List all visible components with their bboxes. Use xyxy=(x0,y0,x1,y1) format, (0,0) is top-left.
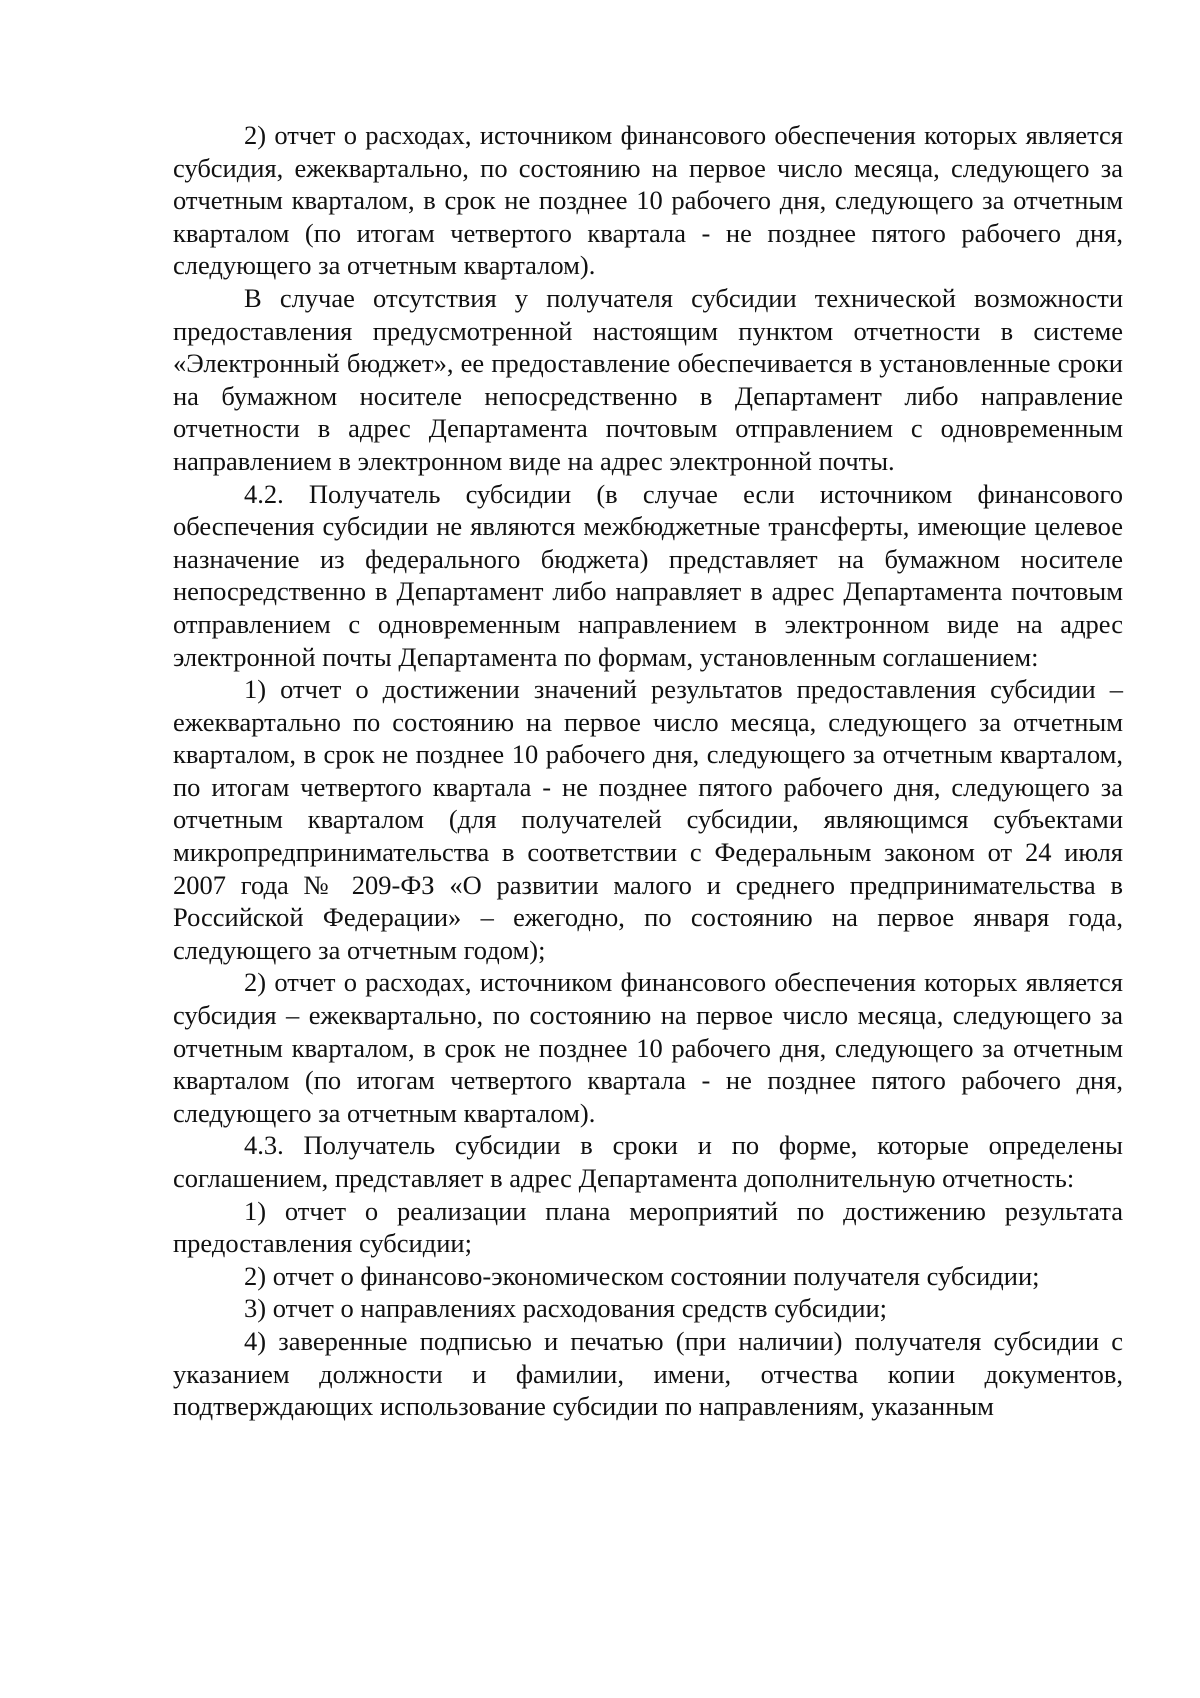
paragraph-4-3: 4.3. Получатель субсидии в сроки и по форме, которые определены соглашением, представляет в адрес Департамента дополнительную отчетность: xyxy=(173,1130,1123,1193)
paragraph-4-3-item-2: 2) отчет о финансово-экономическом состоянии получателя субсидии; xyxy=(244,1260,1040,1291)
paragraph-4-3-item-4: 4) заверенные подписью и печатью (при наличии) получателя субсидии с указанием должности и фамилии, имени, отчества копии документов, подтверждающих использование субсидии по направлениям, указанным xyxy=(173,1325,1123,1422)
paragraph-4-3-item-1: 1) отчет о реализации плана мероприятий по достижению результата предоставления субсидии; xyxy=(173,1195,1123,1259)
paragraph-no-technical-possibility: В случае отсутствия у получателя субсидии технической возможности предоставления предусмотренной настоящим пунктом отчетности в системе «Электронный бюджет», ее предоставление обеспечивается в установленные сроки на бумажном носителе непосредственно в Департамент либо направление отчетности в адрес Департамента почтовым отправлением с одновременным направлением в электронном виде на адрес электронной почты. xyxy=(173,282,1123,476)
paragraph-4-3-item-3: 3) отчет о направлениях расходования средств субсидии; xyxy=(244,1293,888,1324)
paragraph-report-expenses-quarterly: 2) отчет о расходах, источником финансового обеспечения которых является субсидия, ежеквартально, по состоянию на первое число месяца, следующего за отчетным кварталом, в срок не позднее 10 рабочего дня, следующего за отчетным кварталом (по итогам четвертого квартала - не позднее пятого рабочего дня, следующего за отчетным кварталом). xyxy=(173,120,1123,281)
paragraph-4-2: 4.2. Получатель субсидии (в случае если источником финансового обеспечения субсидии не являются межбюджетные трансферты, имеющие целевое назначение из федерального бюджета) представляет на бумажном носителе непосредственно в Департамент либо направляет в адрес Департамента почтовым отправлением с одновременным направлением в электронном виде на адрес электронной почты Департамента по формам, установленным соглашением: xyxy=(173,478,1123,672)
document-body xyxy=(173,119,1123,1423)
paragraph-4-2-item-1: 1) отчет о достижении значений результатов предоставления субсидии – ежеквартально по состоянию на первое число месяца, следующего за отчетным кварталом, в срок не позднее 10 рабочего дня, следующего за отчетным кварталом, по итогам четвертого квартала - не позднее пятого рабочего дня, следующего за отчетным кварталом (для получателей субсидии, являющимся субъектами микропредпринимательства в соответствии с Федеральным законом от 24 июля 2007 года № 209-ФЗ «О развитии малого и среднего предпринимательства в Российской Федерации» – ежегодно, по состоянию на первое января года, следующего за отчетным годом); xyxy=(173,674,1123,965)
paragraph-4-2-item-2: 2) отчет о расходах, источником финансового обеспечения которых является субсидия – ежеквартально, по состоянию на первое число месяца, следующего за отчетным кварталом, в срок не позднее 10 рабочего дня, следующего за отчетным кварталом (по итогам четвертого квартала - не позднее пятого рабочего дня, следующего за отчетным кварталом). xyxy=(173,967,1123,1128)
